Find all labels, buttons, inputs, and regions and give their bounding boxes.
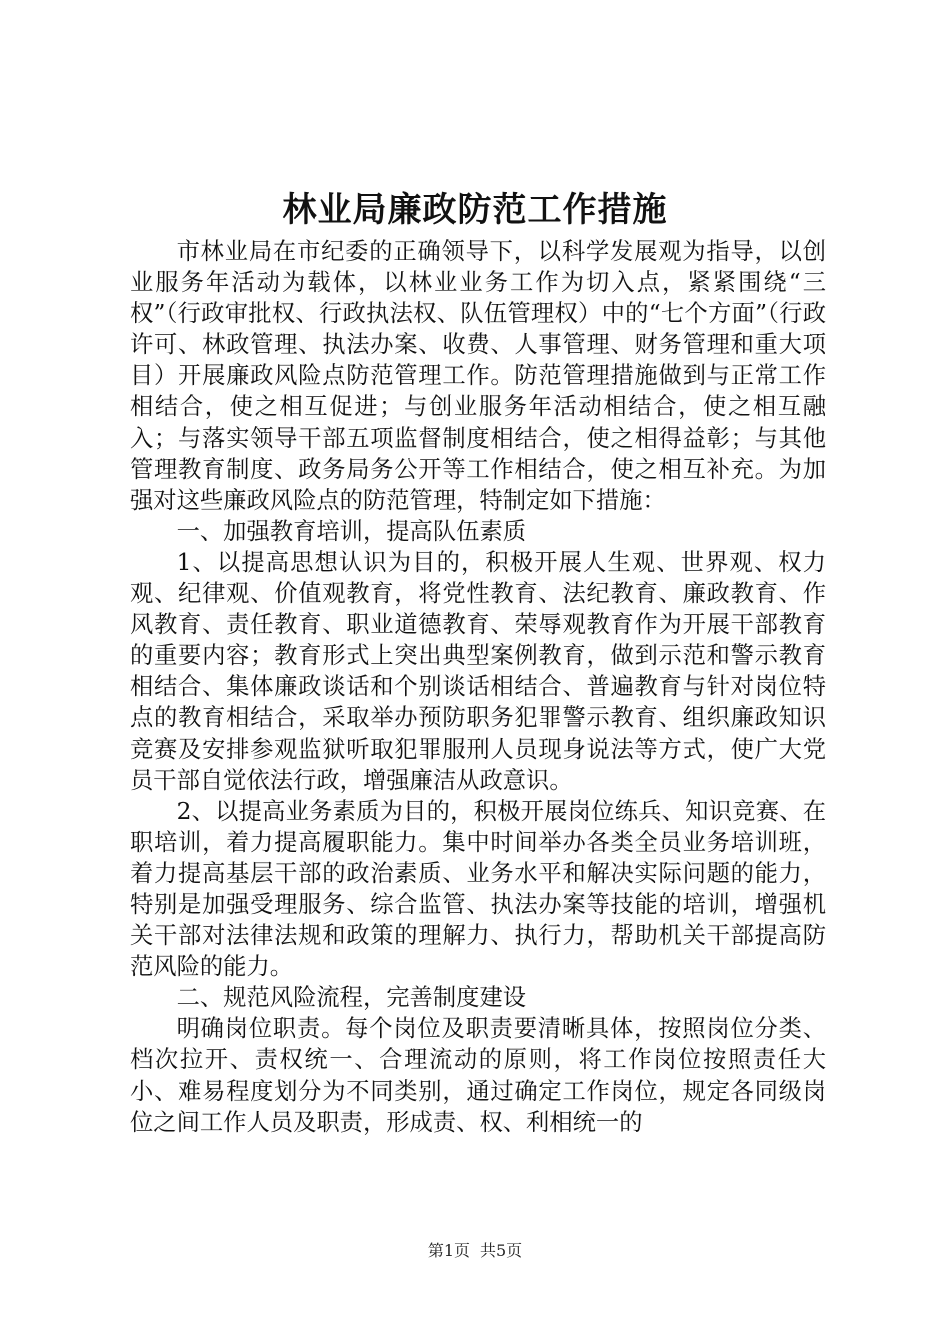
body-paragraph: 明确岗位职责。每个岗位及职责要清晰具体，按照岗位分类、档次拉开、责权统一、合理流动的原则，将工作岗位按照责任大小、难易程度划分为不同类别，通过确定工作岗位，规定各同级岗位之间工作人员及职责，形成责、权、利相统一的 — [130, 1015, 826, 1136]
page-number: 第1页 — [427, 1241, 470, 1260]
intro-paragraph: 市林业局在市纪委的正确领导下，以科学发展观为指导，以创业服务年活动为载体，以林业业务工作为切入点，紧紧围绕“三权”（行政审批权、行政执法权、队伍管理权）中的“七个方面”（行政许可、林政管理、执法办案、收费、人事管理、财务管理和重大项目）开展廉政风险点防范管理工作。防范管理措施做到与正常工作相结合，使之相互促进；与创业服务年活动相结合，使之相互融入；与落实领导干部五项监督制度相结合，使之相得益彰；与其他管理教育制度、政务局务公开等工作相结合，使之相互补充。为加强对这些廉政风险点的防范管理，特制定如下措施： — [130, 238, 826, 514]
page-footer — [0, 1240, 950, 1262]
section-heading-1: 一、加强教育培训，提高队伍素质 — [176, 517, 527, 545]
body-paragraph: 2、以提高业务素质为目的，积极开展岗位练兵、知识竞赛、在职培训，着力提高履职能力。集中时间举办各类全员业务培训班，着力提高基层干部的政治素质、业务水平和解决实际问题的能力，特别是加强受理服务、综合监管、执法办案等技能的培训，增强机关干部对法律法规和政策的理解力、执行力，帮助机关干部提高防范风险的能力。 — [130, 797, 826, 981]
document-title: 林业局廉政防范工作措施 — [282, 190, 668, 230]
body-paragraph: 1、以提高思想认识为目的，积极开展人生观、世界观、权力观、纪律观、价值观教育，将党性教育、法纪教育、廉政教育、作风教育、责任教育、职业道德教育、荣辱观教育作为开展干部教育的重要内容；教育形式上突出典型案例教育，做到示范和警示教育相结合、集体廉政谈话和个别谈话相结合、普遍教育与针对岗位特点的教育相结合，采取举办预防职务犯罪警示教育、组织廉政知识竞赛及安排参观监狱听取犯罪服刑人员现身说法等方式，使广大党员干部自觉依法行政，增强廉洁从政意识。 — [130, 548, 826, 794]
document-body — [130, 236, 826, 1138]
page-total: 共5页 — [480, 1241, 523, 1260]
section-heading-2: 二、规范风险流程，完善制度建设 — [176, 984, 527, 1012]
